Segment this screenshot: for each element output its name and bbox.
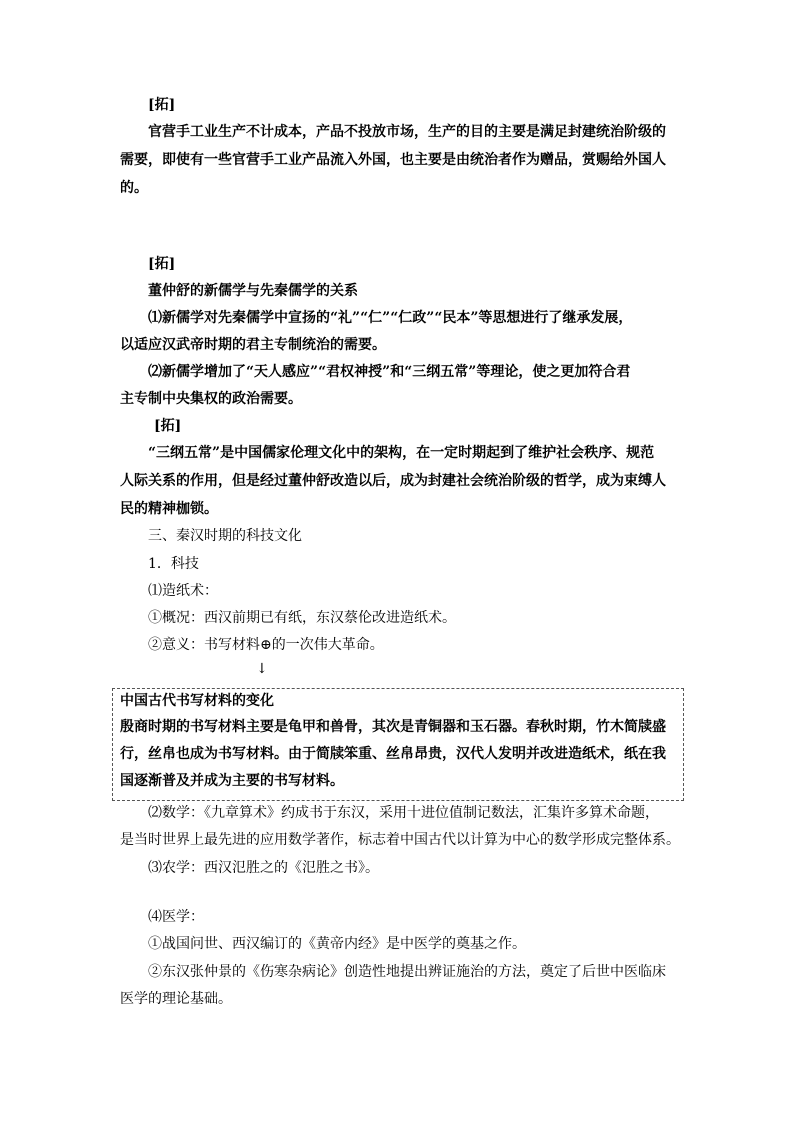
item-heading: ⑷医学： [148,909,204,925]
tag-label-2: [拓] [148,256,176,272]
paragraph-line: “三纲五常”是中国儒家伦理文化中的架构，在一定时期起到了维护社会秩序、规范 [148,445,655,461]
section-heading: 三、秦汉时期的科技文化 [148,528,302,544]
paragraph-line: ⑵新儒学增加了“天人感应”“君权神授”和“三纲五常”等理论，使之更加符合君 [148,364,631,380]
paragraph-line: 官营手工业生产不计成本，产品不投放市场，生产的目的主要是满足封建统治阶级的 [148,124,666,140]
paragraph-line: 人际关系的作用，但是经过董仲舒改造以后，成为封建社会统治阶级的哲学，成为束缚人 [120,473,666,489]
subsection-heading: 1．科技 [148,556,199,572]
block-title: 董仲舒的新儒学与先秦儒学的关系 [148,283,358,299]
paragraph-line: 以适应汉武帝时期的君主专制统治的需要。 [120,337,386,353]
paragraph-line: ⑵数学：《九章算术》约成书于东汉，采用十进位值制记数法，汇集许多算术命题， [148,805,659,821]
paragraph-line: 的。 [120,180,148,196]
paragraph-line: 民的精神枷锁。 [120,501,218,517]
down-arrow-icon: ↓ [256,661,268,677]
box-line: 殷商时期的书写材料主要是龟甲和兽骨，其次是青铜器和玉石器。春秋时期，竹木简牍盛 [120,719,666,735]
box-line: 行，丝帛也成为书写材料。由于简牍笨重、丝帛昂贵，汉代人发明并改进造纸术，纸在我 [120,746,666,762]
list-item: ①战国问世、西汉编订的《黄帝内经》是中医学的奠基之作。 [148,936,526,952]
list-item: 医学的理论基础。 [120,991,232,1007]
paragraph-line: 主专制中央集权的政治需要。 [120,391,302,407]
list-item: ⑶农学：西汉氾胜之的《氾胜之书》。 [148,860,379,876]
paragraph-line: 需要，即使有一些官营手工业产品流入外国，也主要是由统治者作为赠品，赏赐给外国人 [120,152,666,168]
list-item: ②意义：书写材料⊕的一次伟大革命。 [148,637,384,653]
paragraph-line: 是当时世界上最先进的应用数学著作，标志着中国古代以计算为中心的数学形成完整体系。 [120,832,680,848]
item-heading: ⑴造纸术： [148,583,218,599]
box-line: 国逐渐普及并成为主要的书写材料。 [120,773,344,789]
box-title: 中国古代书写材料的变化 [120,693,274,709]
tag-label-3: [拓] [154,418,182,434]
tag-label-1: [拓] [148,97,176,113]
list-item: ①概况：西汉前期已有纸，东汉蔡伦改进造纸术。 [148,610,456,626]
paragraph-line: ⑴新儒学对先秦儒学中宣扬的“礼”“仁”“仁政”“民本”等思想进行了继承发展， [148,310,633,326]
list-item: ②东汉张仲景的《伤寒杂病论》创造性地提出辨证施治的方法，奠定了后世中医临床 [148,964,666,980]
